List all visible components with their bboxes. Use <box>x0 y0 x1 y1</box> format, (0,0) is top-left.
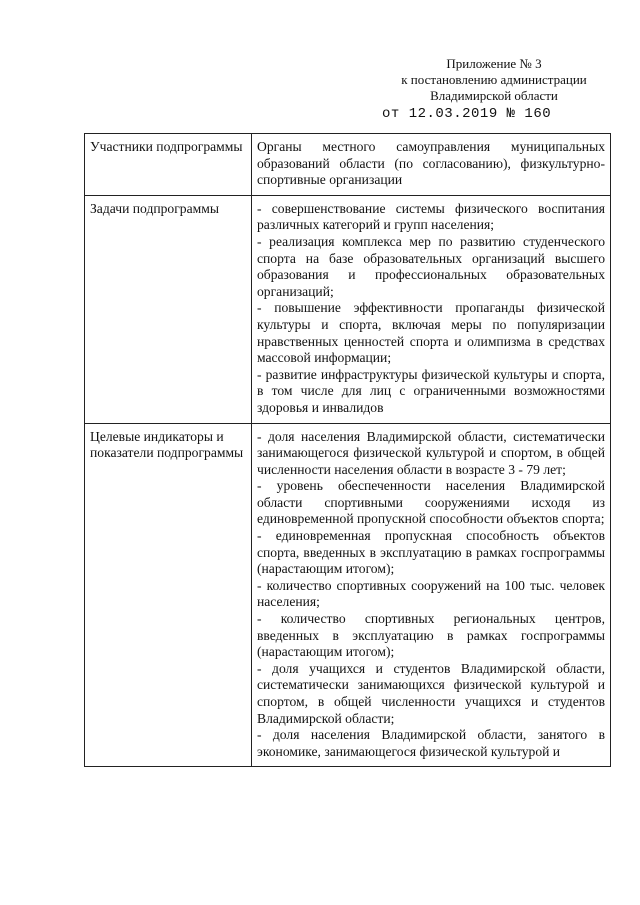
participants-text: Органы местного самоуправления муниципальных образований области (по согласованию), физкультурно-спортивные организации <box>257 139 605 188</box>
subprogram-passport-table <box>84 133 611 767</box>
appendix-title: Приложение № 3 <box>446 56 542 71</box>
indicator-item: - количество спортивных региональных центров, введенных в эксплуатацию в рамках госпрограммы (нарастающим итогом); <box>257 611 605 660</box>
indicator-item: - доля населения Владимирской области, занятого в экономике, занимающегося физической культурой и <box>257 727 605 759</box>
row-content-participants <box>252 134 611 196</box>
table-row-indicators <box>85 423 611 767</box>
row-content-tasks <box>252 195 611 423</box>
indicator-item: - уровень обеспеченности населения Владимирской области спортивными сооружениями исходя из единовременной пропускной способности объектов спорта; <box>257 478 605 527</box>
document-header <box>384 56 604 122</box>
appendix-reference: к постановлению администрации <box>401 72 587 87</box>
row-label-tasks: Задачи подпрограммы <box>85 195 252 423</box>
task-item: - повышение эффективности пропаганды физической культуры и спорта, включая меры по популяризации нравственных ценностей спорта и олимпизма в средствах массовой информации; <box>257 300 605 366</box>
row-label-participants: Участники подпрограммы <box>85 134 252 196</box>
indicator-item: - единовременная пропускная способность объектов спорта, введенных в эксплуатацию в рамках госпрограммы (нарастающим итогом); <box>257 528 605 577</box>
task-item: - совершенствование системы физического воспитания различных категорий и групп населения; <box>257 200 605 233</box>
indicator-item: - доля учащихся и студентов Владимирской области, систематически занимающихся физической культурой и спортом, в общей численности учащихся и студентов Владимирской области; <box>257 660 605 726</box>
row-label-indicators: Целевые индикаторы и показатели подпрограммы <box>85 423 252 767</box>
table-row-tasks <box>85 195 611 423</box>
indicator-item: - доля населения Владимирской области, систематически занимающегося физической культурой и спортом, в общей численности населения области в возрасте 3 - 79 лет; <box>257 428 605 477</box>
table-row-participants <box>85 134 611 196</box>
row-content-indicators <box>252 423 611 767</box>
appendix-region: Владимирской области <box>430 88 558 103</box>
indicator-item: - количество спортивных сооружений на 100 тыс. человек населения; <box>257 577 605 610</box>
resolution-date-stamp: от 12.03.2019 № 160 <box>382 106 552 122</box>
task-item: - развитие инфраструктуры физической культуры и спорта, в том числе для лиц с ограниченными возможностями здоровья и инвалидов <box>257 366 605 415</box>
task-item: - реализация комплекса мер по развитию студенческого спорта на базе образовательных организаций высшего образования и профессиональных образовательных организаций; <box>257 233 605 299</box>
